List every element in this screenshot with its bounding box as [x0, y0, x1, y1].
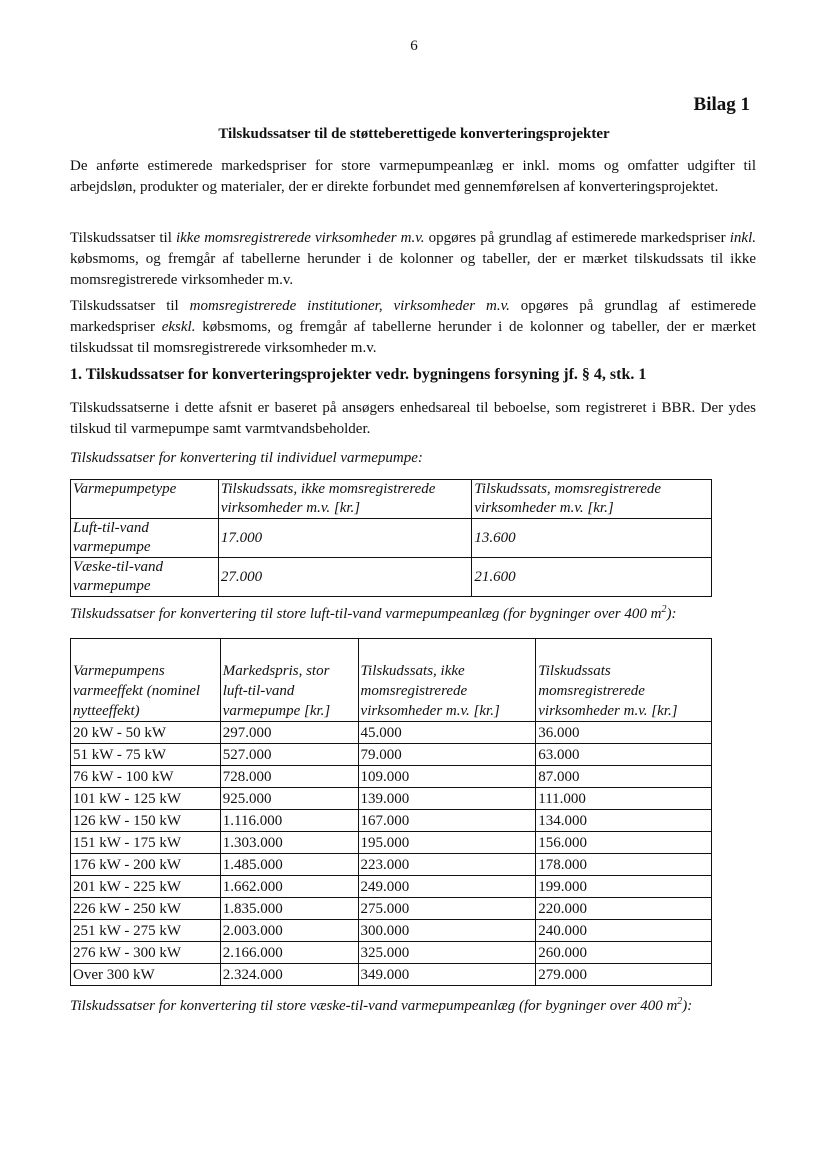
column-header: Tilskudssats momsregistrerede virksomheder m.v. [kr.] [536, 639, 712, 722]
table-row [71, 876, 712, 898]
table-cell: Over 300 kW [71, 964, 221, 986]
table-cell: 275.000 [358, 898, 536, 920]
table-cell: 134.000 [536, 810, 712, 832]
table-cell: 178.000 [536, 854, 712, 876]
table-cell: 276 kW - 300 kW [71, 942, 221, 964]
table-cell: Luft-til-vand varmepumpe [71, 519, 219, 558]
column-header: Markedspris, stor luft-til-vand varmepumpe [kr.] [220, 639, 358, 722]
table-row [71, 810, 712, 832]
table-cell: 156.000 [536, 832, 712, 854]
table-row [71, 788, 712, 810]
table-cell: 1.116.000 [220, 810, 358, 832]
superscript: 2 [661, 604, 667, 615]
table-cell: 249.000 [358, 876, 536, 898]
text-segment: opgøres på grundlag af estimerede markedspriser [70, 298, 756, 335]
table-cell: 325.000 [358, 942, 536, 964]
table-cell: 101 kW - 125 kW [71, 788, 221, 810]
emphasis: momsregistrerede institutioner, virksomheder m.v. [189, 298, 510, 314]
emphasis: ikke momsregistrerede virksomheder m.v. [175, 230, 425, 246]
table-cell: 76 kW - 100 kW [71, 766, 221, 788]
table-header-row [71, 639, 712, 722]
table-cell: 300.000 [358, 920, 536, 942]
table-row [71, 766, 712, 788]
table-row [71, 964, 712, 986]
caption-end: ): [682, 998, 693, 1014]
table-cell: 260.000 [536, 942, 712, 964]
table-cell: 36.000 [536, 722, 712, 744]
table-cell: 20 kW - 50 kW [71, 722, 221, 744]
column-header: Varmepumpetype [71, 480, 219, 519]
table-cell: 126 kW - 150 kW [71, 810, 221, 832]
table-cell: 151 kW - 175 kW [71, 832, 221, 854]
table-row [71, 519, 712, 558]
table-cell: 251 kW - 275 kW [71, 920, 221, 942]
table-cell: 1.662.000 [220, 876, 358, 898]
table-cell: 13.600 [472, 519, 712, 558]
table-cell: 201 kW - 225 kW [71, 876, 221, 898]
table-cell: 527.000 [220, 744, 358, 766]
text-segment: købsmoms, og fremgår af tabellerne herunder i de kolonner og tabeller, der er mærket tilskudssat til momsregistrerede virksomheder m.v. [70, 319, 756, 356]
table-cell: 21.600 [472, 558, 712, 597]
table-cell: 240.000 [536, 920, 712, 942]
table-cell: Væske-til-vand varmepumpe [71, 558, 219, 597]
page-number: 6 [410, 38, 418, 54]
table-cell: 176 kW - 200 kW [71, 854, 221, 876]
column-header: Tilskudssats, ikke momsregistrerede virksomheder m.v. [kr.] [358, 639, 536, 722]
emphasis: ekskl. [161, 319, 196, 335]
table-row [71, 942, 712, 964]
table-header-row [71, 480, 712, 519]
table-cell: 79.000 [358, 744, 536, 766]
table-cell: 2.324.000 [220, 964, 358, 986]
table-cell: 223.000 [358, 854, 536, 876]
table-cell: 2.166.000 [220, 942, 358, 964]
table-cell: 1.835.000 [220, 898, 358, 920]
table-cell: 925.000 [220, 788, 358, 810]
table-cell: 27.000 [218, 558, 472, 597]
emphasis: inkl. [729, 230, 756, 246]
table-row [71, 898, 712, 920]
table-cell: 728.000 [220, 766, 358, 788]
table-caption [70, 606, 676, 623]
table-cell: 1.485.000 [220, 854, 358, 876]
vat-paragraph [70, 296, 756, 359]
page-title: Tilskudssatser til de støtteberettigede konverteringsprojekter [218, 126, 610, 142]
table-cell: 1.303.000 [220, 832, 358, 854]
text-segment: købsmoms, og fremgår af tabellerne herunder i de kolonner og tabeller, der er mærket tilskudssats til ikke momsregistrerede virksomheder m.v. [70, 251, 756, 288]
text-segment: Tilskudssatser til [70, 298, 190, 314]
section-heading: 1. Tilskudssatser for konverteringsprojekter vedr. bygningens forsyning jf. § 4, stk. 1 [70, 366, 647, 383]
appendix-label: Bilag 1 [693, 94, 750, 115]
table-cell: 2.003.000 [220, 920, 358, 942]
column-header: Tilskudssats, momsregistrerede virksomheder m.v. [kr.] [472, 480, 712, 519]
caption-end: ): [666, 606, 677, 622]
table-row [71, 722, 712, 744]
table-cell: 17.000 [218, 519, 472, 558]
table-cell: 87.000 [536, 766, 712, 788]
table-cell: 51 kW - 75 kW [71, 744, 221, 766]
text-segment: Tilskudssatser til [70, 230, 176, 246]
table-cell: 297.000 [220, 722, 358, 744]
table-body [71, 722, 712, 986]
table-cell: 220.000 [536, 898, 712, 920]
table-caption: Tilskudssatser for konvertering til individuel varmepumpe: [70, 450, 423, 466]
text-segment: opgøres på grundlag af estimerede markedspriser [424, 230, 730, 246]
table-row [71, 854, 712, 876]
table-cell: 199.000 [536, 876, 712, 898]
table-cell: 109.000 [358, 766, 536, 788]
table-caption [70, 998, 692, 1015]
table-row [71, 920, 712, 942]
table-cell: 349.000 [358, 964, 536, 986]
table-cell: 111.000 [536, 788, 712, 810]
table-row [71, 832, 712, 854]
table-cell: 139.000 [358, 788, 536, 810]
intro-paragraph: De anførte estimerede markedspriser for store varmepumpeanlæg er inkl. moms og omfatter udgifter til arbejdsløn, produkter og materialer, der er direkte forbundet med gennemførelsen af konverteringsprojektet. [70, 158, 756, 195]
table-cell: 167.000 [358, 810, 536, 832]
table-cell: 195.000 [358, 832, 536, 854]
table-cell: 45.000 [358, 722, 536, 744]
column-header: Varmepumpens varmeeffekt (nominel nytteeffekt) [71, 639, 221, 722]
non-vat-paragraph [70, 228, 756, 291]
superscript: 2 [677, 996, 683, 1007]
column-header: Tilskudssats, ikke momsregistrerede virksomheder m.v. [kr.] [218, 480, 472, 519]
table-cell: 279.000 [536, 964, 712, 986]
air-to-water-table [70, 638, 712, 986]
table-cell: 63.000 [536, 744, 712, 766]
individual-heatpump-table [70, 479, 712, 597]
table-row [71, 558, 712, 597]
caption-text: Tilskudssatser for konvertering til store luft-til-vand varmepumpeanlæg (for bygninger over 400 m [70, 606, 662, 622]
table-row [71, 744, 712, 766]
table-cell: 226 kW - 250 kW [71, 898, 221, 920]
section-paragraph: Tilskudssatserne i dette afsnit er baseret på ansøgers enhedsareal til beboelse, som registreret i BBR. Der ydes tilskud til varmepumpe samt varmtvandsbeholder. [70, 400, 756, 437]
caption-text: Tilskudssatser for konvertering til store væske-til-vand varmepumpeanlæg (for bygninger over 400 m [70, 998, 678, 1014]
